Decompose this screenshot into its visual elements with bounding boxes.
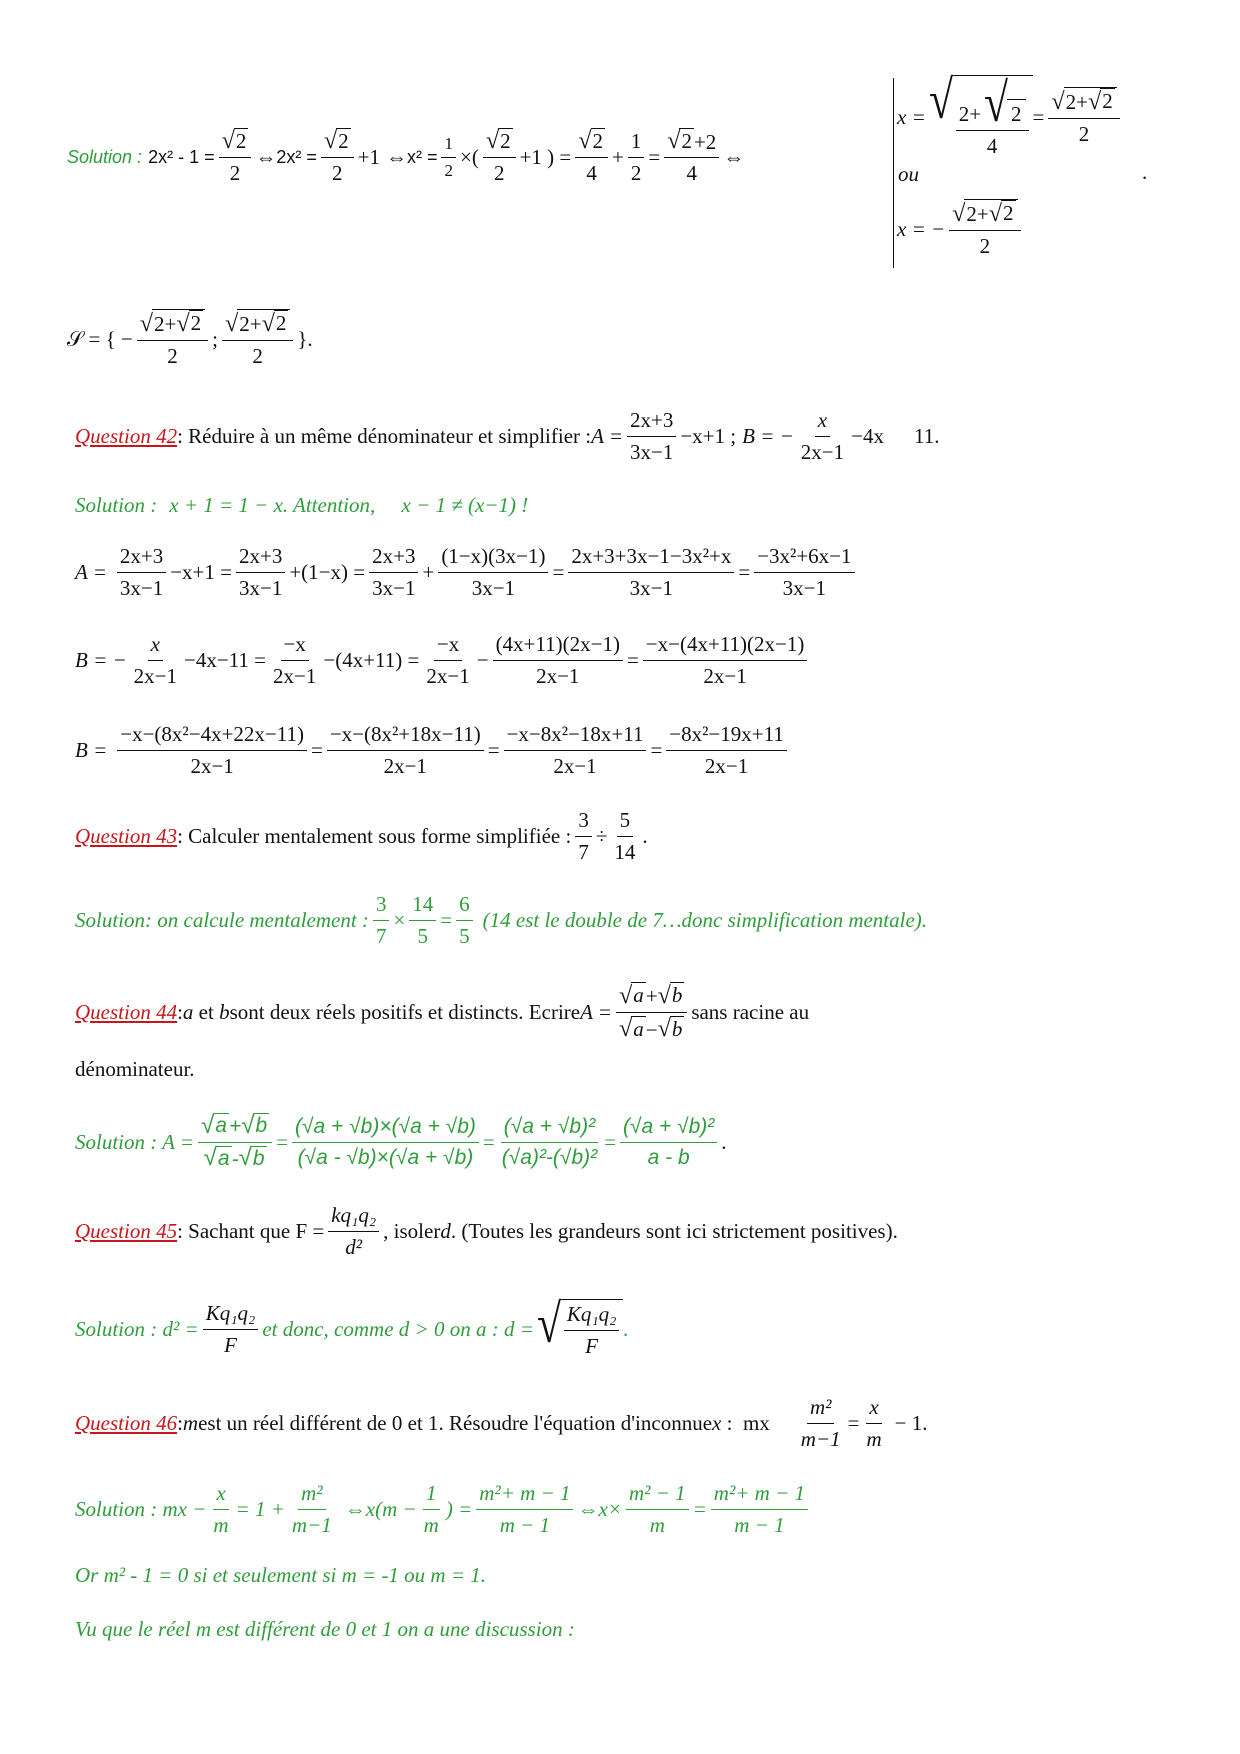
- question-46-label: Question 46: [75, 1410, 178, 1435]
- question-44-label: Question 44: [75, 999, 178, 1024]
- line-or: Or m² - 1 = 0 si et seulement si m = -1 ou m = 1.: [75, 1562, 487, 1587]
- question-44-continued: dénominateur.: [75, 1056, 195, 1081]
- line-vu: Vu que le réel m est différent de 0 et 1 on a une discussion :: [75, 1616, 575, 1641]
- q42-line-B2: B = $\frac{\text{−x−(8x²−4x+22x−11)}}{2x-1}$ = $\frac{\text{−x−(8x²+18x−11)}}{2x-1}$ = $\frac{\text{−x−8x²−18x+11}}{2x-1}$ = $\frac{\text{−8x²−19x+11}}{2x-1}$: [75, 718, 791, 782]
- question-42-label: Question 42: [75, 423, 178, 448]
- q42-line-A: A = $\frac{2x+3}{3x-1}$ −x+1 = $\frac{2x+3}{3x-1}$ +(1−x) = $\frac{2x+3}{3x-1}$ + $\frac{(1-x)(3x-1)}{3x-1}$ = $\frac{\text{2x+3+3x−1−3x²+x}}{3x-1}$ = $\frac{\text{−3x²+6x−1}}{3x-1}$: [75, 540, 859, 604]
- question-44: Question 44 : a et b sont deux réels positifs et distincts. Ecrire A = √ a + √ b √ a − √ b sans racine au: [75, 981, 810, 1043]
- question-45-label: Question 45: [75, 1218, 178, 1243]
- q42-line-B1: B = − $\frac{x}{2x-1}$ −4x−11 = $\frac{-x}{2x-1}$ −(4x+11) = $\frac{-x}{2x-1}$ − $\frac{(4x+11)(2x-1)}{2x-1}$ = $\frac{-x-(4x+11)(2x-1)}{2x-1}$: [75, 628, 811, 692]
- system-x2: x = − √ 2+ √ 2 2: [897, 194, 1025, 264]
- question-44-solution: Solution : A = √ a + √ b √ a - √ b = $\frac{(√a + √b)\times(√a + √b)}{(√a - √b)\times(√a + √b)}$ = $\frac{\text{(√a + √b)²}}{\text{(√a)²-(√b)²}}$ = $\frac{\text{(√a + √b)²}}{a - b}$ .: [75, 1111, 727, 1172]
- system-bar: [893, 78, 894, 268]
- system-ou: ou: [898, 161, 919, 186]
- frac-sqrt2-over-2: √ 2 2: [219, 128, 252, 187]
- question-46-solution: Solution : mx − $\frac{x}{m}$ = 1 + $\frac{\text{m²}}{m-1}$ ⇔x(m − $\frac{1}{m}$ ) = $\frac{\text{m²+ m − 1}}{m - 1}$ ⇔x× $\frac{\text{m² − 1}}{m}$ = $\frac{\text{m²+ m − 1}}{m - 1}$: [75, 1478, 812, 1540]
- q41-solution-line: Solution : 2x² - 1 = √ 2 2 ⇔ 2x² = √ 2 2 +1 ⇔ x² = $\frac{1}{2}$ ×( √ 2 2 +1 ) = √ 2 4 + $\frac{1}{2}$ = √ 2 +2 4 ⇔: [67, 127, 745, 186]
- question-42: Question 42 : Réduire à un même dénominateur et simplifier : A = $\frac{2x+3}{3x-1}$ −x+1 ; B = − $\frac{x}{2x-1}$ −4x 11.: [75, 407, 940, 464]
- system-x1: x = √ 2+ √ 2 4 = √ 2+ √ 2 2: [897, 82, 1124, 152]
- solution-set: 𝒮 = { − √ 2+ √ 2 2 ; √ 2+ √ 2 2 }.: [67, 309, 313, 369]
- system-dot: .: [1142, 159, 1148, 184]
- question-43: Question 43 : Calculer mentalement sous forme simplifiée : $\frac{3}{7}$ ÷ $\frac{5}{14}$ .: [75, 807, 648, 864]
- question-42-solution: Solution : x + 1 = 1 − x. Attention, x − 1 ≠ (x−1) !: [75, 492, 529, 517]
- question-43-solution: Solution : on calcule mentalement : $\frac{3}{7}$ × $\frac{14}{5}$ = $\frac{6}{5}$ (14 est le double de 7…donc simplification mentale).: [75, 891, 928, 948]
- solution-label: Solution :: [67, 146, 143, 167]
- question-46: Question 46 : m est un réel différent de 0 et 1. Résoudre l'équation d'inconnue x : mx $\frac{\text{m²}}{m-1}$ = $\frac{x}{m}$ − 1.: [75, 1394, 928, 1451]
- question-45: Question 45 : Sachant que F = $\frac{\text{kq₁q₂}}{\text{d²}}$ , isoler d . (Toutes les grandeurs sont ici strictement positives).: [75, 1202, 898, 1259]
- question-45-solution: Solution : d² = $\frac{\text{Kq₁q₂}}{F}$ et donc, comme d > 0 on a : d = √ $\frac{\text{Kq₁q₂}}{F}$ .: [75, 1293, 629, 1358]
- question-43-label: Question 43: [75, 823, 178, 848]
